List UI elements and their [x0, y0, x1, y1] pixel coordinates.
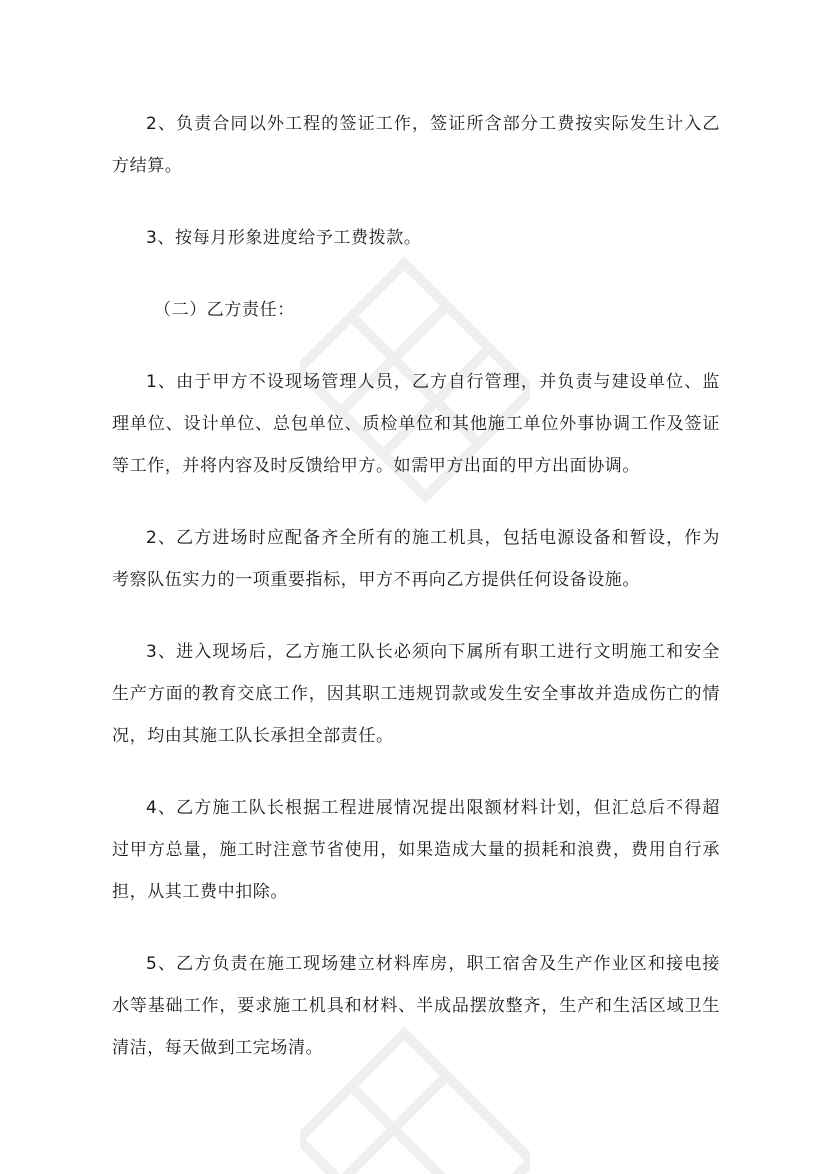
clause-a2: 2、负责合同以外工程的签证工作，签证所含部分工费按实际发生计入乙方结算。 — [112, 114, 720, 176]
document-body — [112, 103, 720, 1099]
clause-b1: 1、由于甲方不设现场管理人员，乙方自行管理，并负责与建设单位、监理单位、设计单位、总包单位、质检单位和其他施工单位外事协调工作及签证等工作，并将内容及时反馈给甲方。如需甲方出面的甲方出面协调。 — [112, 372, 720, 476]
clause-b5: 5、乙方负责在施工现场建立材料库房，职工宿舍及生产作业区和接电接水等基础工作，要求施工机具和材料、半成品摆放整齐，生产和生活区域卫生清洁，每天做到工完场清。 — [112, 954, 720, 1058]
clause-b2: 2、乙方进场时应配备齐全所有的施工机具，包括电源设备和暂设，作为考察队伍实力的一项重要指标，甲方不再向乙方提供任何设备设施。 — [112, 528, 720, 590]
clause-b3: 3、进入现场后，乙方施工队长必须向下属所有职工进行文明施工和安全生产方面的教育交底工作，因其职工违规罚款或发生安全事故并造成伤亡的情况，均由其施工队长承担全部责任。 — [112, 642, 720, 746]
clause-a3: 3、按每月形象进度给予工费拨款。 — [146, 228, 422, 248]
section-heading-party-b: （二）乙方责任： — [154, 300, 295, 320]
clause-b4: 4、乙方施工队长根据工程进展情况提出限额材料计划，但汇总后不得超过甲方总量，施工时注意节省使用，如果造成大量的损耗和浪费，费用自行承担，从其工费中扣除。 — [112, 798, 720, 902]
